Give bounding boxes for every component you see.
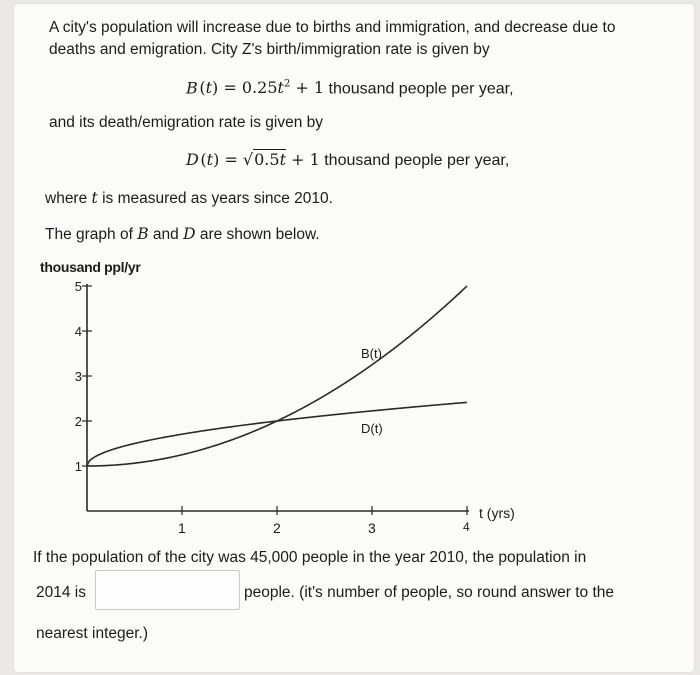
question-post-box: people. (it's number of people, so round answer to the (244, 584, 615, 601)
series-line-d (87, 402, 467, 466)
answer-input[interactable] (95, 570, 240, 610)
y-tick-label: 4 (74, 324, 82, 339)
problem-text-line-3: and its death/emigration rate is given by (49, 114, 323, 131)
series-line-b (87, 286, 467, 466)
x-axis-title: t (yrs) (479, 505, 515, 521)
d-equation-unit: thousand people per year, (319, 152, 510, 169)
x-tick-label: 3 (368, 520, 376, 536)
b-function-name: B (186, 78, 198, 98)
b-equation-body: $(t) = 0.25t^2 + 1$ (197, 78, 325, 98)
y-tick-label: 1 (74, 459, 82, 474)
question-line-1: If the population of the city was 45,000 people in the year 2010, the population in (33, 549, 587, 566)
y-tick-label: 5 (74, 279, 82, 294)
y-tick-label: 2 (74, 414, 82, 429)
y-tick-label: 3 (74, 369, 82, 384)
graph-intro-text: The graph of B and D are shown below. (45, 225, 320, 243)
problem-text-line-2: deaths and emigration. City Z's birth/immigration rate is given by (49, 41, 490, 58)
series-label-b: B(t) (361, 346, 382, 361)
question-line-3: nearest integer.) (36, 625, 149, 642)
problem-text-line-1: A city's population will increase due to births and immigration, and decrease due to (49, 19, 616, 36)
b-equation-unit: thousand people per year, (324, 80, 514, 98)
question-pre-box: 2014 is (36, 584, 86, 601)
x-tick-label: 1 (178, 520, 186, 536)
x-tick-label: 2 (273, 520, 281, 536)
where-text: where t is measured as years since 2010. (45, 189, 333, 207)
d-equation-body: (t) = √0.5t + 1 (198, 150, 320, 169)
series-label-d: D(t) (361, 421, 383, 436)
d-function-name: D (186, 150, 199, 169)
x-tick-label: 4 (463, 520, 470, 534)
y-axis-title: thousand ppl/yr (40, 259, 141, 275)
